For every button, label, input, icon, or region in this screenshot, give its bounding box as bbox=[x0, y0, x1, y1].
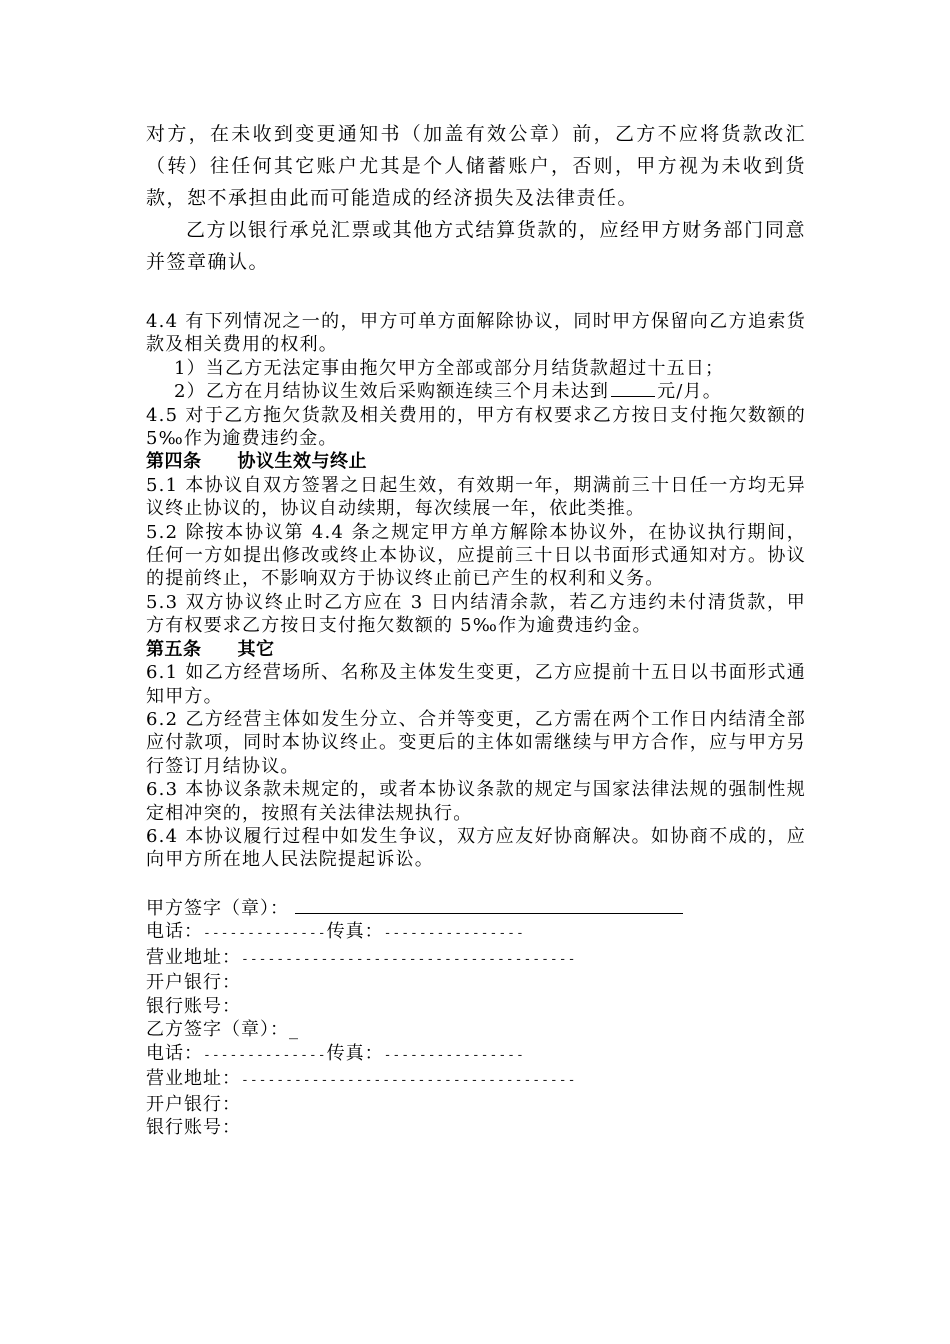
party-a-address-field[interactable]: -------------------------------------- bbox=[241, 951, 577, 967]
party-a-signature-block bbox=[146, 895, 806, 1019]
party-a-address-row bbox=[146, 946, 806, 972]
party-a-phone-field[interactable]: -------------- bbox=[203, 926, 327, 942]
clause-4-5: 4.5 对于乙方拖欠货款及相关费用的，甲方有权要求乙方按日支付拖欠数额的 5‰作为逾费违约金。 bbox=[146, 404, 806, 450]
clause-4-4: 4.4 有下列情况之一的，甲方可单方面解除协议，同时甲方保留向乙方追索货款及相关费用的权利。 bbox=[146, 311, 806, 356]
clause-6-3: 6.3 本协议条款未规定的，或者本协议条款的规定与国家法律法规的强制性规定相冲突的，按照有关法律法规执行。 bbox=[146, 779, 806, 824]
paragraph-bill-settlement: 乙方以银行承兑汇票或其他方式结算货款的，应经甲方财务部门同意并签章确认。 bbox=[146, 219, 806, 273]
article-5-title: 其它 bbox=[237, 638, 275, 660]
party-a-bank-row: 开户银行： bbox=[146, 972, 241, 994]
party-a-phone-row bbox=[146, 920, 806, 946]
party-a-fax-label: 传真： bbox=[326, 921, 384, 943]
party-b-phone-label: 电话： bbox=[146, 1042, 203, 1064]
clause-4-4-item-2-text: 2）乙方在月结协议生效后采购额连续三个月未达到 bbox=[174, 381, 610, 403]
party-a-account-row: 银行账号： bbox=[146, 995, 241, 1017]
party-b-address-field[interactable]: -------------------------------------- bbox=[241, 1073, 577, 1089]
party-b-fax-field[interactable]: ---------------- bbox=[383, 1047, 525, 1063]
party-b-fax-label: 传真： bbox=[326, 1042, 384, 1064]
party-a-fax-field[interactable]: ---------------- bbox=[383, 926, 525, 942]
party-b-signature-block bbox=[146, 1018, 806, 1140]
paragraph-payment-account: 对方，在未收到变更通知书（加盖有效公章）前，乙方不应将货款改汇（转）往任何其它账户尤其是个人储蓄账户，否则，甲方视为未收到货款，恕不承担由此而可能造成的经济损失及法律责任。 bbox=[146, 123, 806, 209]
party-a-address-label: 营业地址： bbox=[146, 946, 241, 968]
clause-6-1: 6.1 如乙方经营场所、名称及主体发生变更，乙方应提前十五日以书面形式通知甲方。 bbox=[146, 662, 806, 707]
clause-4-4-item-2-unit: 元/月。 bbox=[657, 381, 722, 403]
document-page bbox=[146, 118, 806, 1140]
amount-blank[interactable] bbox=[611, 380, 655, 397]
party-b-sign-label: 乙方签字（章）： bbox=[146, 1019, 289, 1041]
party-a-phone-label: 电话： bbox=[146, 921, 203, 943]
article-5-number: 第五条 bbox=[146, 638, 202, 660]
article-4-number: 第四条 bbox=[146, 451, 202, 473]
party-b-sign-row bbox=[146, 1018, 806, 1042]
clause-4-4-item-1: 1）当乙方无法定事由拖欠甲方全部或部分月结货款超过十五日； bbox=[174, 357, 725, 379]
clause-5-3: 5.3 双方协议终止时乙方应在 3 日内结清余款，若乙方违约未付清货款，甲方有权要求乙方按日支付拖欠数额的 5‰作为逾费违约金。 bbox=[146, 591, 806, 637]
article-4-title: 协议生效与终止 bbox=[237, 451, 367, 473]
clause-4-4-item-2 bbox=[146, 380, 806, 403]
party-b-account-row: 银行账号： bbox=[146, 1117, 241, 1139]
party-a-sign-line[interactable] bbox=[295, 895, 683, 914]
party-a-sign-row bbox=[146, 895, 806, 921]
party-b-phone-field[interactable]: -------------- bbox=[203, 1047, 327, 1063]
party-b-address-row bbox=[146, 1067, 806, 1093]
clause-5-1: 5.1 本协议自双方签署之日起生效，有效期一年，期满前三十日任一方均无异议终止协议的，协议自动续期，每次续展一年，依此类推。 bbox=[146, 474, 806, 520]
party-b-sign-field[interactable]: _ bbox=[289, 1019, 299, 1041]
party-b-address-label: 营业地址： bbox=[146, 1068, 241, 1090]
clause-5-2: 5.2 除按本协议第 4.4 条之规定甲方单方解除本协议外，在协议执行期间，任何一方如提出修改或终止本协议，应提前三十日以书面形式通知对方。协议的提前终止，不影响双方于协议终止前已产生的权利和义务。 bbox=[146, 521, 806, 590]
article-4-heading bbox=[146, 450, 806, 473]
clause-6-2: 6.2 乙方经营主体如发生分立、合并等变更，乙方需在两个工作日内结清全部应付款项，同时本协议终止。变更后的主体如需继续与甲方合作，应与甲方另行签订月结协议。 bbox=[146, 708, 806, 777]
party-a-sign-label: 甲方签字（章）： bbox=[146, 897, 289, 919]
clause-6-4: 6.4 本协议履行过程中如发生争议，双方应友好协商解决。如协商不成的，应向甲方所在地人民法院提起诉讼。 bbox=[146, 825, 806, 871]
party-b-phone-row bbox=[146, 1042, 806, 1068]
party-b-bank-row: 开户银行： bbox=[146, 1093, 241, 1115]
article-5-heading bbox=[146, 638, 806, 661]
